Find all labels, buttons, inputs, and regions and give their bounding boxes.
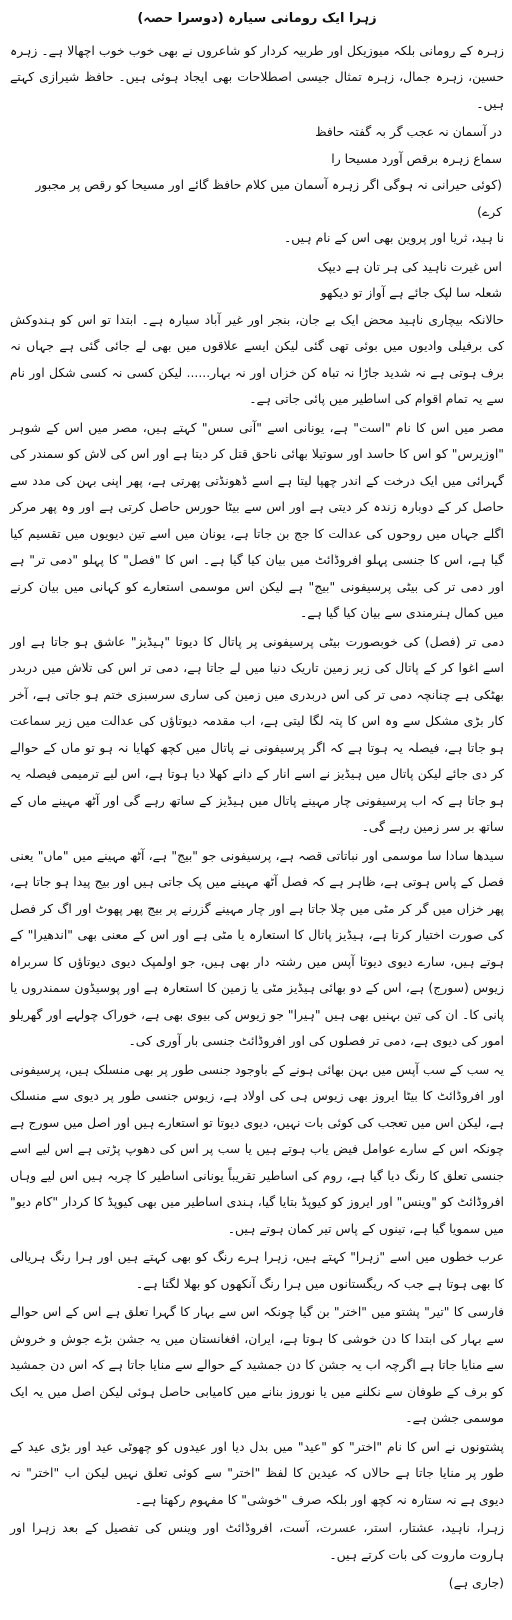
paragraph: مصر میں اس کا نام "است" ہے، یونانی اسے "آنی سس" کہتے ہیں، مصر میں اس کے شوہر "اوزیرس" کو اس کا حاسد اور سوتیلا بھائی ناحق قتل کر دیتا ہے اور اس کی لاش کو سمندر کی گہرائی میں ایک درخت کے اندر چھپا لیتا ہے اسے ڈھونڈتی پھرتی ہے، پھر اپنی بہن کی مدد سے حاصل کر کے دوبارہ زندہ کر دیتی ہے اور اس سے بیٹا حورس حاصل کرتی ہے اور وہ پھر مرکر اگلے جہاں میں روحوں کی عدالت کا جج بن جاتا ہے، یونان میں اسے تین دیویوں میں تقسیم کیا گیا ہے، اس کا جنسی پہلو افروڈائٹ میں بیان کیا گیا ہے۔ اس کا "فصل" کا پہلو "دمی تر" ہے اور دمی تر کی بیٹی پرسیفونی "بیج" ہے لیکن اس موسمی استعارے کو کہانی میں بیان کرنے میں کمال ہنرمندی سے بیان کیا گیا ہے۔ (10, 419, 504, 620)
verse-block (10, 254, 504, 307)
verse-translation: (کوئی حیرانی نہ ہوگی اگر زہرہ آسمان میں کلام حافظ گائے اور مسیحا کو رقص پر مجبور کرے) (35, 177, 502, 219)
paragraph: فارسی کا "تیر" پشتو میں "اختر" بن گیا چونکہ اس سے بہار کا گہرا تعلق ہے اس کے اس حوالے سے بہار کی ابتدا کا دن خوشی کا ہوتا ہے، ایران، افغانستان میں یہ جشن بڑے جوش و خروش سے منایا جاتا ہے اگرچہ اب یہ جشن کا دن جمشید کے حوالے سے منایا جاتا ہے کہ اس دن جمشید کو برف کے طوفان سے نکلنے میں یا نوروز بنانے میں کامیابی حاصل ہوئی لیکن اصل میں یہ ایک موسمی جشن ہے۔ (10, 1304, 504, 1425)
paragraph: حالانکہ بیچاری ناہید محض ایک بے جان، بنجر اور غیر آباد سیارہ ہے۔ ابتدا تو اس کو ہندوکش کی برفیلی وادیوں میں بوئی تھی گئی لیکن ایسے علاقوں میں بھی لے جائی گئی ہے جہاں نہ برف ہوتی ہے نہ شدید جاڑا نہ تباہ کن خزاں اور نہ بہار...... لیکن کسی نہ کسی شکل اور نام سے یہ تمام اقوام کی اساطیر میں پائی جاتی ہے۔ (10, 311, 504, 406)
verse-line: سماع زہرہ برقص آورد مسیحا را (331, 150, 502, 166)
paragraph: پشتونوں نے اس کا نام "اختر" کو "عید" میں بدل دیا اور عیدوں کو چھوٹی عید اور بڑی عید کے طور پر منایا جاتا ہے حالاں کہ عیدین کا لفظ "اختر" سے کوئی تعلق نہیں لیکن اب "اختر" نہ دیوی ہے نہ ستارہ نہ کچھ اور بلکہ صرف "خوشی" کا مفہوم رکھتا ہے۔ (10, 1438, 504, 1507)
paragraph: زہرا، ناہید، عشتار، استر، عسرت، آست، افروڈائٹ اور وینس کی تفصیل کے بعد زہرا اور ہاروت ماروت کی بات کرتے ہیں۔ (10, 1520, 504, 1562)
paragraph: یہ سب کے سب آپس میں بہن بھائی ہونے کے باوجود جنسی طور پر بھی منسلک ہیں، پرسیفونی اور افروڈائٹ کا بیٹا ایروز بھی زیوس ہی کی اولاد ہے، زیوس جنسی طور پر دیوی سے منسلک ہے، لیکن اس میں تعجب کی کوئی بات نہیں، دیوی دیوتا تو استعارے ہیں اور اصل میں سورج ہے چونکہ اس کے سارے عوامل فیض یاب ہوتے ہیں یا سب پر اس کی دھوپ پڑتی ہے اس لیے اسے جنسی تعلق کا رنگ دیا گیا ہے، روم کی اساطیر تقریباً یونانی اساطیر کا چربہ ہیں اس لیے وہاں افروڈائٹ کو "وینس" اور ایروز کو کیوپڈ بتایا گیا، ہندی اساطیر میں بھی کیوپڈ کا کردار "کام دیو" میں سمویا گیا ہے، تینوں کے پاس تیر کمان ہوتے ہیں۔ (10, 1061, 504, 1236)
paragraph: عرب خطوں میں اسے "زہرا" کہتے ہیں، زہرا ہرے رنگ کو بھی کہتے ہیں اور ہرا رنگ ہریالی کا بھی ہوتا ہے جب کہ ریگستانوں میں ہرا رنگ آنکھوں کو بھلا لگتا ہے۔ (10, 1249, 504, 1291)
continued-note: (جاری ہے) (448, 1575, 504, 1590)
verse-line: در آسمان نہ عجب گر بہ گفتہ حافظ (315, 124, 502, 139)
verse-line: شعلہ سا لپک جائے ہے آواز تو دیکھو (320, 285, 502, 300)
paragraph: دمی تر (فصل) کی خوبصورت بیٹی پرسیفونی پر پاتال کا دیوتا "ہیڈیز" عاشق ہو جاتا ہے اور اسے اغوا کر کے پاتال کی زیر زمین تاریک دنیا میں لے جاتا ہے، دمی تر اس کی تلاش میں دربدر بھٹکی ہے چنانچہ دمی تر کی اس دربدری میں زمین کی ساری سرسبزی ختم ہو جاتی ہے، آخر کار بڑی مشکل سے وہ اس کا پتہ لگا لیتی ہے، اب مقدمہ دیوتاؤں کی عدالت میں زیر سماعت ہو جاتا ہے، فیصلہ یہ ہوتا ہے کہ اگر پرسیفونی نے پاتال میں کچھ کھایا نہ ہو تو ماں کے حوالے کر دی جائے لیکن پاتال میں ہیڈیز نے اسے انار کے دانے کھلا دیا ہوتا ہے، اس لیے ترمیمی فیصلہ یہ ہو جاتا ہے کہ اب پرسیفونی چار مہینے پاتال میں ہیڈیز کے ساتھ رہے گی اور آٹھ مہینے ماں کے ساتھ بر سر زمین رہے گی۔ (10, 633, 504, 834)
paragraph: زہرہ کے رومانی بلکہ میوزیکل اور طربیہ کردار کو شاعروں نے بھی خوب خوب اچھالا ہے۔ زہرہ حسین، زہرہ جمال، زہرہ تمثال جیسی اصطلاحات بھی ایجاد ہوئی ہیں۔ حافظ شیرازی کہتے ہیں۔ (10, 42, 504, 111)
verse-line: اس غیرت ناہید کی ہر تان ہے دیپک (317, 258, 502, 274)
article-title: زہرا ایک رومانی سیارہ (دوسرا حصہ) (137, 11, 377, 26)
verse-block (10, 119, 504, 225)
paragraph: نا ہید، ثریا اور پروین بھی اس کے نام ہیں۔ (283, 230, 504, 245)
paragraph: سیدھا سادا سا موسمی اور نباتاتی قصہ ہے، پرسیفونی جو "بیج" ہے، آٹھ مہینے میں "ماں" یعنی فصل کے پاس ہوتی ہے، ظاہر ہے کہ فصل آٹھ مہینے میں پک جاتی ہیں اور بیج پیدا ہو جاتا ہے، پھر خزاں میں گر کر مٹی میں چلا جاتا ہے اور چار مہینے گزرنے پر بیج پھر پھوٹ اور اگ کر فصل کی صورت اختیار کرتا ہے، ہیڈیز پاتال کا استعارہ یا مٹی ہے اور اس کے معنی بھی "اندھیرا" کے ہوتے ہیں، سارے دیوی دیوتا آپس میں رشتہ دار بھی ہیں، جو اولمپک دیوی دیوتاؤں کا سربراہ زیوس (سورج) ہے، اس کے دو بھائی ہیڈیز مٹی یا زمین کا استعارہ ہے اور پوسیڈون سمندروں یا پانی کا۔ ان کی تین بہنیں بھی ہیں "ہیرا" جو زیوس کی بیوی بھی ہے، خوراک چولہے اور گھریلو امور کی دیوی ہے، دمی تر فصلوں کی اور افروڈائٹ جنسی بار آوری کی۔ (10, 847, 504, 1048)
